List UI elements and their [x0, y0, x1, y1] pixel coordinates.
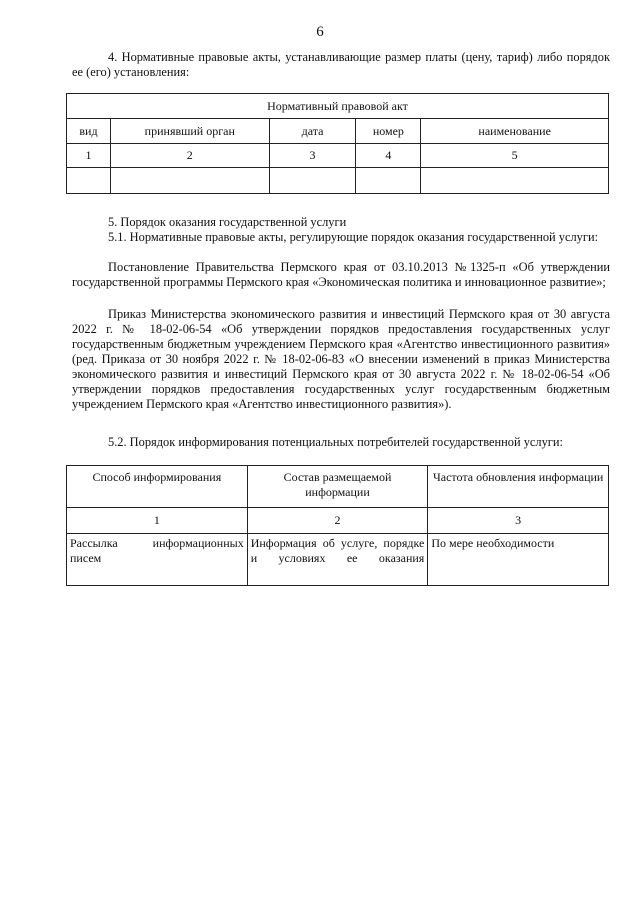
- column-number-cell: 2: [110, 144, 269, 168]
- column-number-cell: 3: [269, 144, 356, 168]
- update-frequency-cell: По мере необходимости: [428, 534, 609, 586]
- table-header-cell: Способ информирования: [67, 466, 248, 508]
- column-number-cell: 1: [67, 508, 248, 534]
- table-header-cell: дата: [269, 119, 356, 144]
- section4-heading: 4. Нормативные правовые акты, устанавливающие размер платы (цену, тариф) либо порядок ее (его) установления:: [72, 50, 610, 79]
- section5-1-text: 5.1. Нормативные правовые акты, регулирующие порядок оказания государственной услуги:: [108, 230, 599, 244]
- column-number-cell: 4: [356, 144, 421, 168]
- table-header-cell: вид: [67, 119, 111, 144]
- empty-cell: [110, 168, 269, 194]
- section5-heading: 5. Порядок оказания государственной услуги: [108, 215, 347, 229]
- table-header-cell: Частота обновления информации: [428, 466, 609, 508]
- empty-cell: [67, 168, 111, 194]
- table-header-cell: номер: [356, 119, 421, 144]
- column-number-cell: 3: [428, 508, 609, 534]
- table-header-cell: принявший орган: [110, 119, 269, 144]
- column-number-cell: 5: [421, 144, 609, 168]
- table-header-cell: наименование: [421, 119, 609, 144]
- table-group-header: Нормативный правовой акт: [67, 94, 609, 119]
- empty-cell: [421, 168, 609, 194]
- empty-cell: [269, 168, 356, 194]
- column-number-cell: 1: [67, 144, 111, 168]
- column-number-cell: 2: [247, 508, 428, 534]
- legal-acts-fee-table: [66, 93, 609, 194]
- table-row: [67, 534, 609, 586]
- informing-method-cell: Рассылка информационных писем: [67, 534, 248, 586]
- section5-2-text: 5.2. Порядок информирования потенциальных потребителей государственной услуги:: [108, 435, 563, 449]
- legal-act-order: Приказ Министерства экономического развития и инвестиций Пермского края от 30 августа 2022 г. № 18-02-06-54 «Об утверждении порядков предоставления государственных услуг государственным бюджетным учреждением Пермского края «Агентство инвестиционного развития» (ред. Приказа от 30 ноября 2022 г. № 18-02-06-83 «О внесении изменений в приказ Министерства экономического развития и инвестиций Пермского края от 30 августа 2022 г. № 18-02-06-54 «Об утверждении порядков предоставления государственных услуг государственным бюджетным учреждением Пермского края «Агентство инвестиционного развития»).: [72, 307, 610, 411]
- legal-act-resolution: Постановление Правительства Пермского края от 03.10.2013 №1325-п «Об утверждении государственной программы Пермского края «Экономическая политика и инновационное развитие»;: [72, 260, 610, 289]
- page-number: 6: [316, 24, 324, 40]
- empty-cell: [356, 168, 421, 194]
- table-header-cell: Состав размещаемой информации: [247, 466, 428, 508]
- information-content-cell: Информация об услуге, порядке и условиях ее оказания: [247, 534, 428, 586]
- informing-table: [66, 465, 609, 586]
